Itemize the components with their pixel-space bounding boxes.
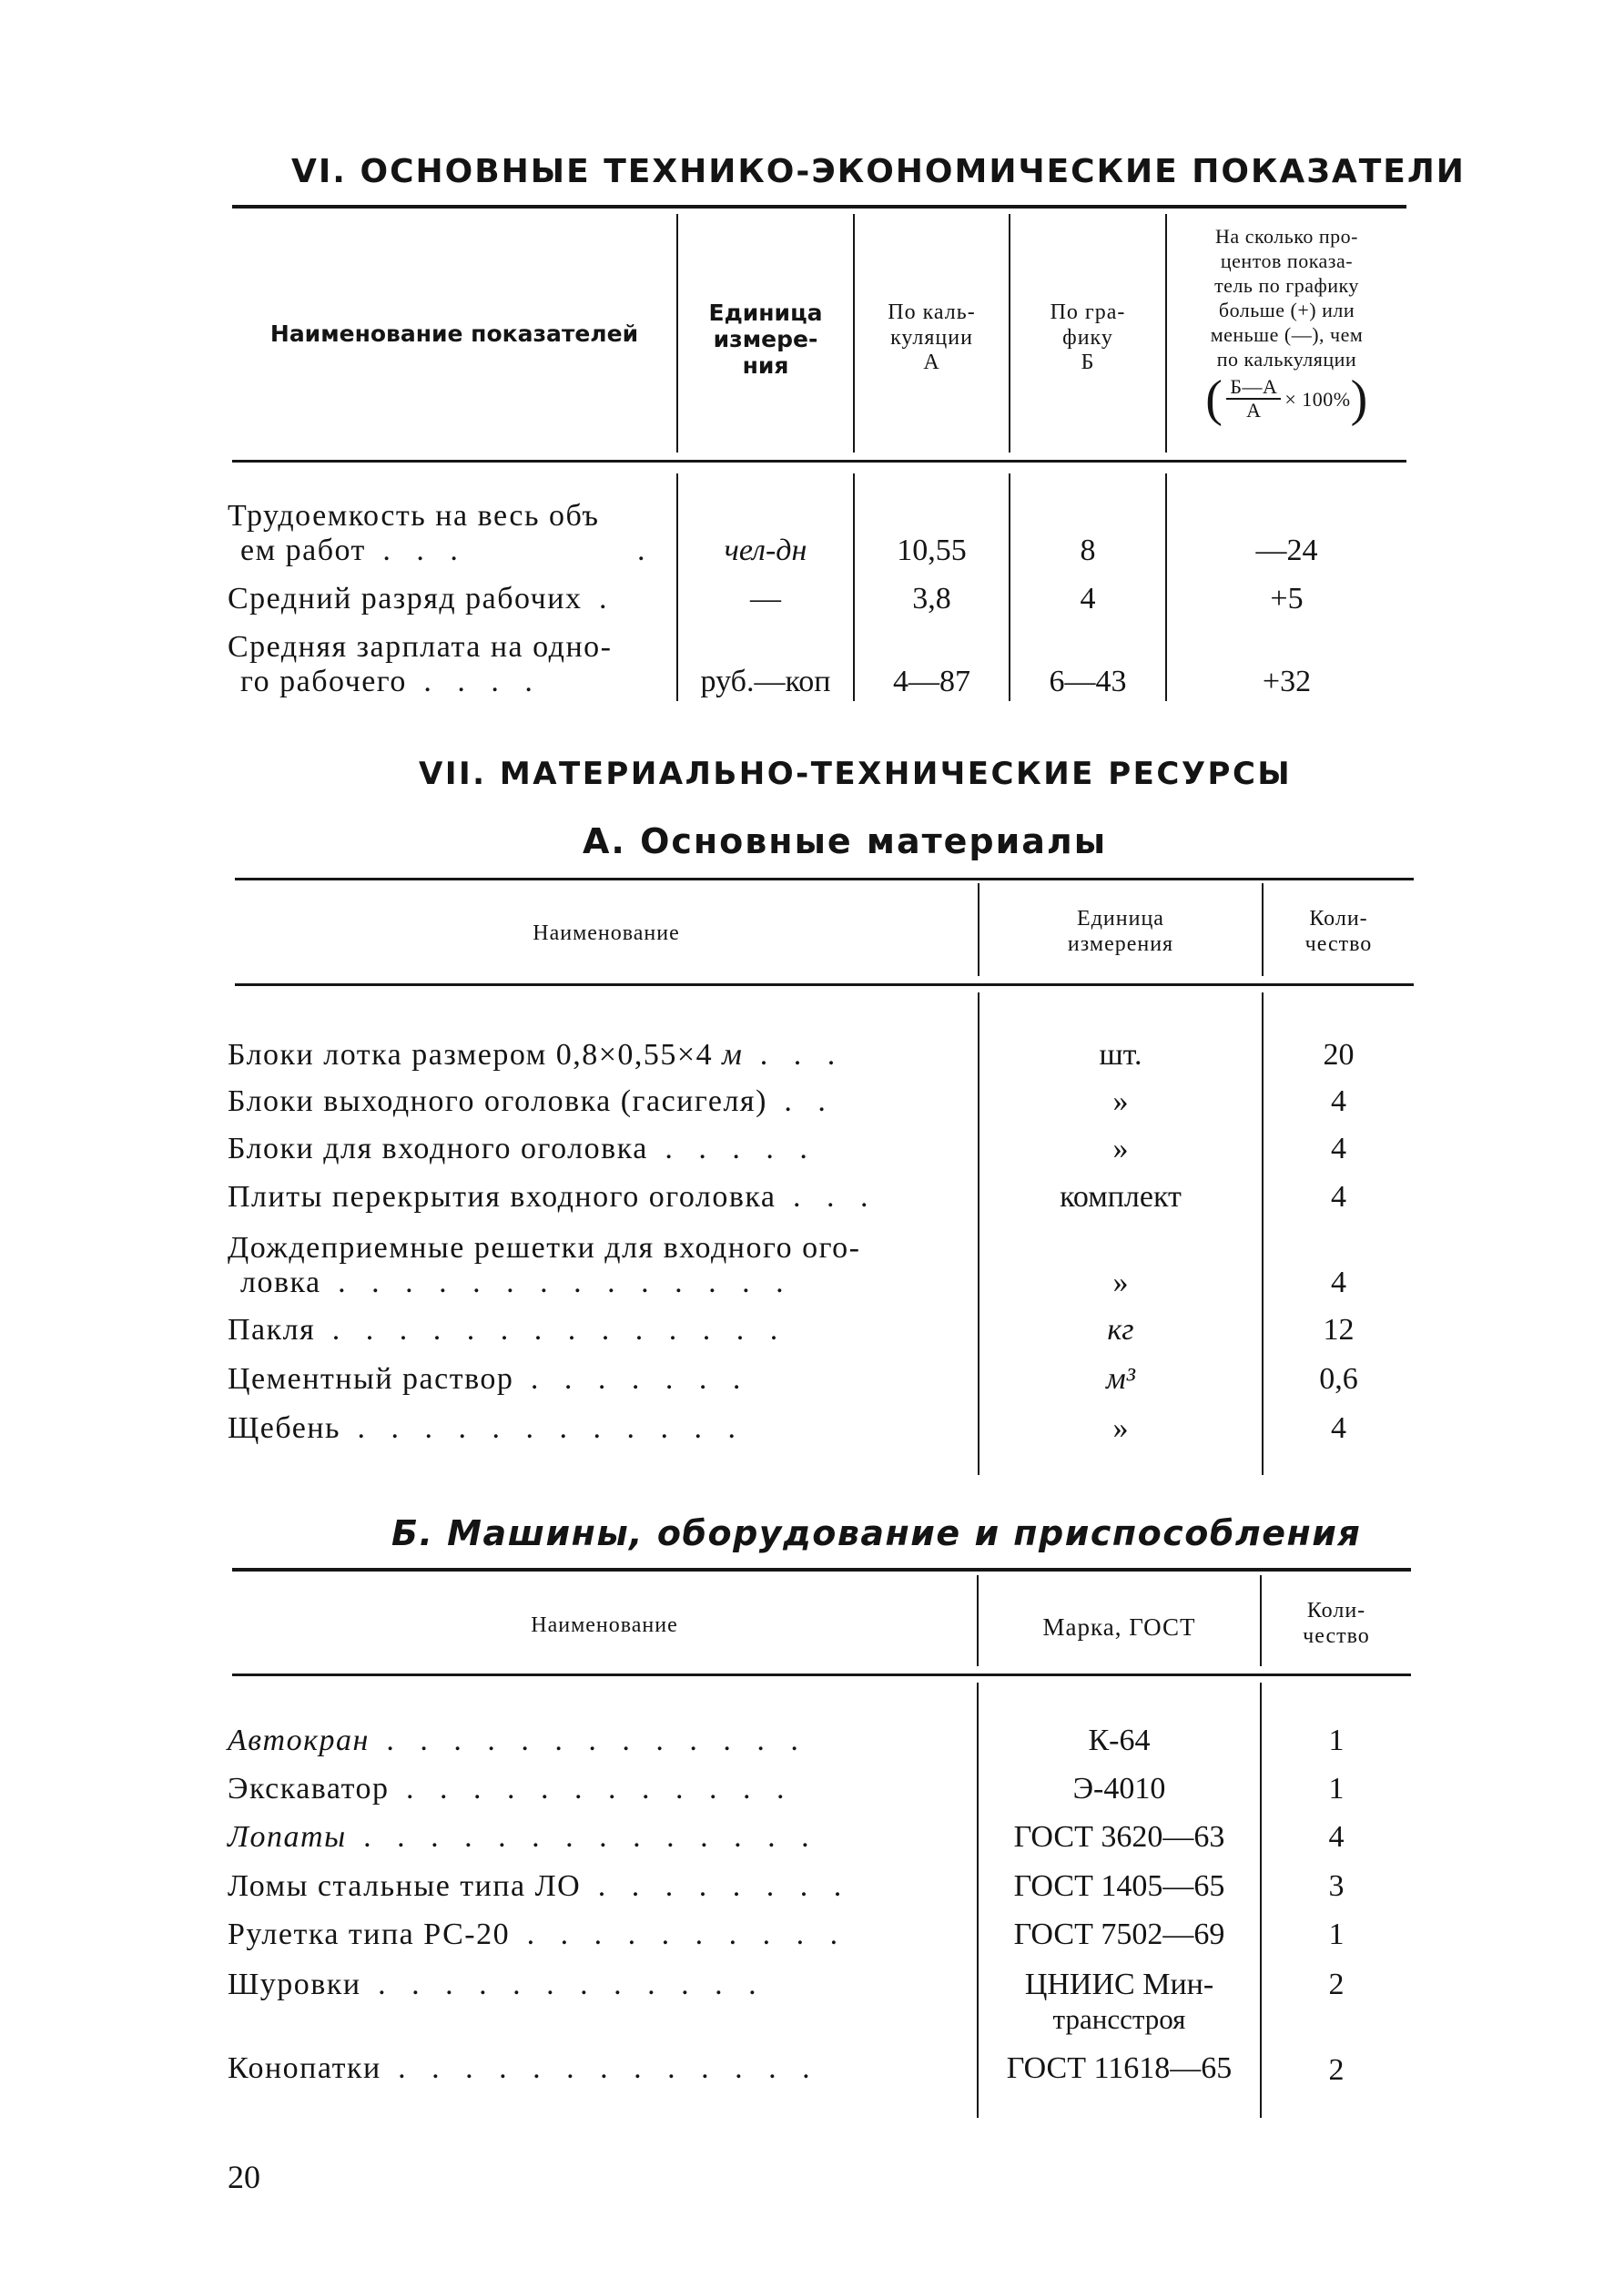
row-line-text: Плиты перекрытия входного оголовка xyxy=(228,1180,776,1214)
table2-row-qty: 4 xyxy=(1331,1180,1346,1214)
section7-title: VII. МАТЕРИАЛЬНО-ТЕХНИЧЕСКИЕ РЕСУРСЫ xyxy=(419,756,1293,792)
table3-row-name xyxy=(228,2051,819,2086)
row-line-text: Щебень xyxy=(228,1411,341,1445)
table2-row-unit: » xyxy=(1112,1132,1129,1165)
brand-line: трансстроя xyxy=(1052,2003,1186,2035)
row-line-text: ем работ xyxy=(240,534,366,567)
table3-row-qty: 1 xyxy=(1328,1772,1345,1806)
paren-open: ( xyxy=(1205,371,1223,427)
table3-row-qty: 1 xyxy=(1328,1724,1345,1757)
table1-top-rule xyxy=(232,205,1406,209)
header-line: измере- xyxy=(713,325,818,352)
table2-row-unit: » xyxy=(1112,1266,1129,1299)
row-line-text: Ломы стальные типа ЛО xyxy=(228,1869,582,1903)
table3-header-name: Наименование xyxy=(531,1613,678,1637)
table2-row-unit: » xyxy=(1112,1411,1129,1445)
leader-dots: . . . . . . . . . . . . . . xyxy=(346,1820,818,1854)
leader-dots: . . . . . . . . . . . . xyxy=(360,1968,766,2001)
row-line-text: Средний разряд рабочих xyxy=(228,582,583,615)
header-line: Коли- xyxy=(1306,1599,1366,1623)
leader-dots: . . . . . . . . . . . . xyxy=(340,1411,746,1445)
table3-row-qty: 4 xyxy=(1328,1820,1345,1854)
row-line-text: Блоки выходного оголовка (гасигеля) xyxy=(228,1084,767,1118)
table3-row-name xyxy=(228,1724,807,1758)
fraction-numerator: Б—А xyxy=(1226,376,1281,400)
header-line: По гра- xyxy=(1050,300,1126,324)
table2-row-unit: шт. xyxy=(1099,1038,1142,1072)
leader-dots: . . . xyxy=(365,534,467,567)
row-line xyxy=(228,534,600,568)
table2-row-name xyxy=(228,1132,817,1166)
table2-row-name xyxy=(228,1038,844,1073)
header-line: по калькуляции xyxy=(1216,348,1357,371)
table3-row-brand: ГОСТ 1405—65 xyxy=(1013,1869,1225,1903)
header-line: меньше (—), чем xyxy=(1210,323,1364,346)
row-line-text: Конопатки xyxy=(228,2051,381,2085)
header-line: тель по графику xyxy=(1214,274,1359,297)
leader-dots: . . . . . . . . . . xyxy=(510,1918,848,1951)
row-line-text: Лопаты xyxy=(228,1820,347,1854)
table2-row-name xyxy=(228,1411,745,1446)
table2-header-qty xyxy=(1264,907,1414,957)
leader-dots: . . . . . . . . . . . . xyxy=(389,1772,794,1806)
formula-multiplier: × 100% xyxy=(1284,387,1351,411)
table1-row-name xyxy=(228,630,612,699)
table1-row-calc: 4—87 xyxy=(893,665,970,698)
row-line-text: ловка xyxy=(240,1266,321,1299)
table2-row-qty: 4 xyxy=(1331,1084,1346,1118)
table3-row-name xyxy=(228,1869,850,1904)
table1-header-percent xyxy=(1167,224,1406,427)
table3-row-brand xyxy=(979,1968,1260,2037)
table1-row-percent: +5 xyxy=(1270,582,1304,615)
header-line: измерения xyxy=(1067,931,1174,956)
header-line: Единица xyxy=(1077,907,1164,931)
table1-header-rule xyxy=(232,460,1406,463)
row-line: Средняя зарплата на одно- xyxy=(228,630,613,664)
table2-header-unit xyxy=(979,907,1262,957)
row-line xyxy=(228,665,612,699)
table3-row-qty: 2 xyxy=(1328,1968,1345,2001)
leader-dots: . xyxy=(637,534,655,567)
header-line: чество xyxy=(1304,931,1373,956)
row-unit-letter: м xyxy=(722,1038,744,1072)
table1-row-name xyxy=(228,582,615,616)
brand-line: ЦНИИС Мин- xyxy=(1024,1968,1214,2001)
table3-row-brand: ГОСТ 11618—65 xyxy=(1006,2051,1233,2085)
table1-row-calc: 3,8 xyxy=(912,582,951,615)
table2-row-qty: 0,6 xyxy=(1319,1362,1358,1396)
header-line: На сколько про- xyxy=(1215,225,1358,248)
table1-header-name: Наименование показателей xyxy=(269,320,639,347)
leader-dots: . . . . . . . xyxy=(513,1362,750,1396)
table1-header-unit xyxy=(678,300,853,379)
table3-row-brand: Э-4010 xyxy=(1072,1772,1166,1806)
leader-dots: . xyxy=(582,582,616,615)
table2-row-unit: » xyxy=(1112,1084,1129,1118)
table3-row-brand: ГОСТ 3620—63 xyxy=(1013,1820,1225,1854)
page-number: 20 xyxy=(228,2159,260,2195)
table3-row-brand: К-64 xyxy=(1088,1724,1151,1757)
table1-row-percent: —24 xyxy=(1255,534,1318,567)
header-line: центов показа- xyxy=(1220,249,1354,272)
leader-dots: . . . . . . . . . . . . . . xyxy=(320,1266,793,1299)
table3-row-brand: ГОСТ 7502—69 xyxy=(1013,1918,1225,1951)
table3-row-name xyxy=(228,1918,847,1952)
row-line: Дождеприемные решетки для входного ого- xyxy=(228,1231,861,1265)
table2-row-qty: 20 xyxy=(1323,1038,1355,1072)
table1-row-percent: +32 xyxy=(1262,665,1312,698)
header-line: Б xyxy=(1081,351,1095,375)
table3-top-rule xyxy=(232,1568,1411,1572)
table3-row-qty: 2 xyxy=(1328,2053,1345,2087)
header-line: ния xyxy=(742,351,789,379)
table3-header-brand: Марка, ГОСТ xyxy=(1042,1613,1196,1641)
row-line-text: го рабочего xyxy=(240,665,407,698)
table1-row-graph: 8 xyxy=(1080,534,1096,567)
table1-row-unit: — xyxy=(750,582,781,615)
percent-formula xyxy=(1167,371,1406,427)
table1-header-graph xyxy=(1010,300,1165,376)
table3-row-name xyxy=(228,1820,818,1855)
header-line: По каль- xyxy=(888,300,976,324)
leader-dots: . . . xyxy=(776,1180,878,1214)
table3-row-qty: 3 xyxy=(1328,1869,1345,1903)
table3-row-name xyxy=(228,1772,794,1806)
table2-row-qty: 4 xyxy=(1331,1132,1346,1165)
header-line: больше (+) или xyxy=(1218,299,1355,321)
row-line: Трудоемкость на весь объ xyxy=(228,499,600,533)
subsection-a-title: А. Основные материалы xyxy=(583,821,1108,861)
table2-row-name xyxy=(228,1362,749,1397)
row-line-text: Пакля xyxy=(228,1313,316,1347)
row-line-text: Блоки лотка размером 0,8×0,55×4 xyxy=(228,1038,714,1072)
header-line: куляции xyxy=(890,325,973,350)
subsection-b-title: Б. Машины, оборудование и приспособления xyxy=(391,1513,1362,1553)
row-line-text: Шуровки xyxy=(228,1968,361,2001)
row-line-text: Блоки для входного оголовка xyxy=(228,1132,648,1165)
header-line: фику xyxy=(1062,325,1113,350)
table2-header-name: Наименование xyxy=(533,921,680,945)
table2-row-unit: кг xyxy=(1107,1313,1134,1347)
table1-row-name xyxy=(228,499,600,568)
leader-dots: . . . . xyxy=(406,665,542,698)
row-line xyxy=(228,1266,861,1300)
row-line-text: Рулетка типа РС-20 xyxy=(228,1918,511,1951)
table2-row-qty: 12 xyxy=(1323,1313,1355,1347)
table3-header-rule xyxy=(232,1674,1411,1676)
header-line: Единица xyxy=(708,300,823,326)
section6-title: VI. ОСНОВНЫЕ ТЕХНИКО-ЭКОНОМИЧЕСКИЕ ПОКАЗАТЕЛИ xyxy=(291,153,1466,190)
fraction xyxy=(1226,376,1281,422)
table2-header-rule xyxy=(235,983,1414,986)
table2-row-name xyxy=(228,1084,835,1119)
fraction-denominator: А xyxy=(1246,399,1262,422)
table2-row-name xyxy=(228,1231,861,1300)
row-line-text: Экскаватор xyxy=(228,1772,390,1806)
table1-row-unit: руб.—коп xyxy=(700,665,831,698)
leader-dots: . . . . . . . . . . . . . xyxy=(381,2051,819,2085)
leader-dots: . . . xyxy=(743,1038,845,1072)
table3-row-qty: 1 xyxy=(1328,1918,1345,1951)
table2-row-name xyxy=(228,1313,787,1348)
table3-row-name xyxy=(228,1968,766,2002)
leader-dots: . . . . . xyxy=(647,1132,817,1165)
table1-row-calc: 10,55 xyxy=(897,534,967,567)
header-line: А xyxy=(923,351,940,375)
paren-close: ) xyxy=(1350,371,1368,427)
table2-row-unit: комплект xyxy=(1060,1180,1182,1214)
table2-row-unit: м³ xyxy=(1106,1362,1135,1396)
table1-row-graph: 6—43 xyxy=(1049,665,1127,698)
header-line: чество xyxy=(1303,1623,1370,1648)
header-line: Коли- xyxy=(1309,907,1368,931)
row-line-text: Автокран xyxy=(228,1724,370,1757)
leader-dots: . . . . . . . . . . . . . . xyxy=(315,1313,787,1347)
table1-header-calc xyxy=(855,300,1009,376)
table3-header-qty xyxy=(1262,1599,1411,1649)
table2-row-qty: 4 xyxy=(1331,1266,1346,1299)
leader-dots: . . . . . . . . xyxy=(581,1869,851,1903)
table2-top-rule xyxy=(235,878,1414,880)
leader-dots: . . xyxy=(766,1084,835,1118)
table1-row-graph: 4 xyxy=(1080,582,1096,615)
table2-row-qty: 4 xyxy=(1331,1411,1346,1445)
leader-dots: . . . . . . . . . . . . . xyxy=(369,1724,807,1757)
table1-row-unit: чел-дн xyxy=(724,534,807,567)
table2-row-name xyxy=(228,1180,878,1215)
row-line-text: Цементный раствор xyxy=(228,1362,514,1396)
